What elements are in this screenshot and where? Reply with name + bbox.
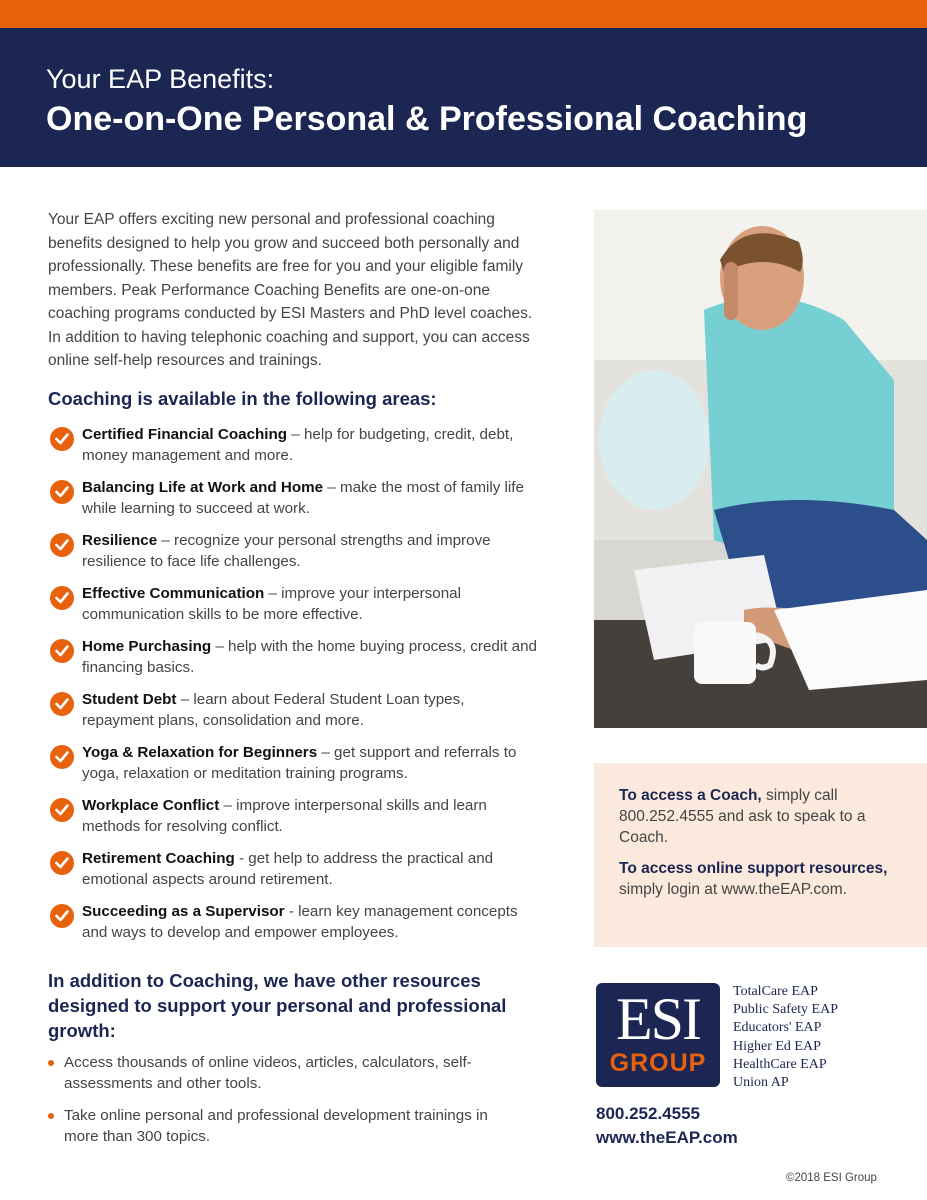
coaching-item — [50, 477, 540, 530]
checkmark-icon — [50, 586, 74, 610]
program-item: HealthCare EAP — [733, 1056, 827, 1072]
coaching-item-desc: – help for budgeting, credit, debt, money management and more. — [82, 426, 514, 464]
coaching-item-title: Workplace Conflict — [82, 797, 220, 814]
coaching-item-desc: – recognize your personal strengths and improve resilience to face life challenges. — [82, 532, 491, 570]
coaching-item — [50, 848, 540, 901]
page-title: One-on-One Personal & Professional Coaching — [46, 100, 808, 138]
program-item: Public Safety EAP — [733, 1002, 838, 1018]
bullet-icon — [48, 1113, 54, 1119]
access-coach-heading: To access a Coach, — [619, 787, 762, 804]
access-online-body: simply login at www.theEAP.com. — [619, 881, 848, 898]
coaching-item — [50, 742, 540, 795]
coaching-item — [50, 530, 540, 583]
checkmark-icon — [50, 639, 74, 663]
coaching-item — [50, 901, 540, 954]
coaching-item-title: Home Purchasing — [82, 638, 212, 655]
coaching-item — [50, 583, 540, 636]
coaching-item-title: Certified Financial Coaching — [82, 426, 288, 443]
coaching-item-title: Yoga & Relaxation for Beginners — [82, 744, 318, 761]
logo-esi-text: ESI — [616, 986, 700, 1052]
resources-list — [48, 1052, 518, 1158]
coaching-item-desc: – learn about Federal Student Loan types, repayment plans, consolidation and more. — [82, 691, 465, 729]
logo-group-text: GROUP — [609, 1049, 707, 1077]
checkmark-icon — [50, 692, 74, 716]
access-online-heading: To access online support resources, — [619, 860, 888, 877]
resource-item — [48, 1105, 518, 1158]
header-subtitle: Your EAP Benefits: — [46, 64, 275, 94]
coaching-item-desc: – improve interpersonal skills and learn methods for resolving conflict. — [82, 797, 487, 835]
coaching-item-desc: – get support and referrals to yoga, relaxation or meditation training programs. — [82, 744, 517, 782]
coaching-item — [50, 795, 540, 848]
coaching-item — [50, 689, 540, 742]
program-list — [733, 983, 838, 1092]
coaching-list — [50, 424, 540, 954]
checkmark-icon — [50, 533, 74, 557]
checkmark-icon — [50, 427, 74, 451]
intro-paragraph: Your EAP offers exciting new personal and professional coaching benefits designed to help you grow and succeed both personally and professionally. These benefits are free for you and your eligible family members. Peak Performance Coaching Benefits are one-on-one coaching programs conducted by ESI Masters and PhD level coaches. In addition to having telephonic coaching and support, you can access online self-help resources and trainings. — [48, 211, 533, 369]
resource-text: Access thousands of online videos, articles, calculators, self-assessments and other tools. — [64, 1054, 472, 1092]
coaching-item-desc: - learn key management concepts and ways to develop and empower employees. — [82, 903, 518, 941]
top-accent-bar — [0, 0, 927, 28]
program-item: TotalCare EAP — [733, 984, 818, 999]
coaching-item-desc: – help with the home buying process, credit and financing basics. — [82, 638, 538, 676]
esi-group-logo — [596, 983, 720, 1087]
checkmark-icon — [50, 480, 74, 504]
coaching-item-title: Succeeding as a Supervisor — [82, 903, 285, 920]
checkmark-icon — [50, 745, 74, 769]
man-on-phone-photo — [594, 210, 927, 728]
coaching-item-desc: – make the most of family life while learning to succeed at work. — [82, 479, 524, 517]
coaching-item-title: Student Debt — [82, 691, 177, 708]
resource-text: Take online personal and professional development trainings in more than 300 topics. — [64, 1107, 488, 1145]
coaching-item-title: Balancing Life at Work and Home — [82, 479, 324, 496]
resources-heading: In addition to Coaching, we have other resources designed to support your personal and professional growth: — [48, 970, 507, 1041]
contact-website-link[interactable]: www.theEAP.com — [596, 1128, 738, 1147]
coaching-item-desc: - get help to address the practical and emotional aspects around retirement. — [82, 850, 494, 888]
program-item: Higher Ed EAP — [733, 1038, 821, 1054]
coaching-item-title: Effective Communication — [82, 585, 265, 602]
program-item: Union AP — [733, 1075, 789, 1091]
coaching-item-title: Resilience — [82, 532, 158, 549]
coaching-item-desc: – improve your interpersonal communication skills to be more effective. — [82, 585, 461, 623]
coaching-item — [50, 424, 540, 477]
contact-phone[interactable]: 800.252.4555 — [596, 1104, 700, 1123]
header-banner — [0, 28, 927, 167]
access-coach-body: simply call 800.252.4555 and ask to speak to a Coach. — [619, 787, 866, 846]
coaching-item-title: Retirement Coaching — [82, 850, 235, 867]
coaching-item — [50, 636, 540, 689]
program-item: Educators' EAP — [733, 1020, 822, 1036]
access-coach-text — [619, 785, 909, 848]
checkmark-icon — [50, 904, 74, 928]
bullet-icon — [48, 1060, 54, 1066]
checkmark-icon — [50, 798, 74, 822]
checkmark-icon — [50, 851, 74, 875]
resource-item — [48, 1052, 518, 1105]
access-box — [594, 763, 927, 947]
copyright: ©2018 ESI Group — [786, 1172, 877, 1184]
access-online-text — [619, 858, 909, 900]
coaching-heading: Coaching is available in the following areas: — [48, 388, 437, 409]
